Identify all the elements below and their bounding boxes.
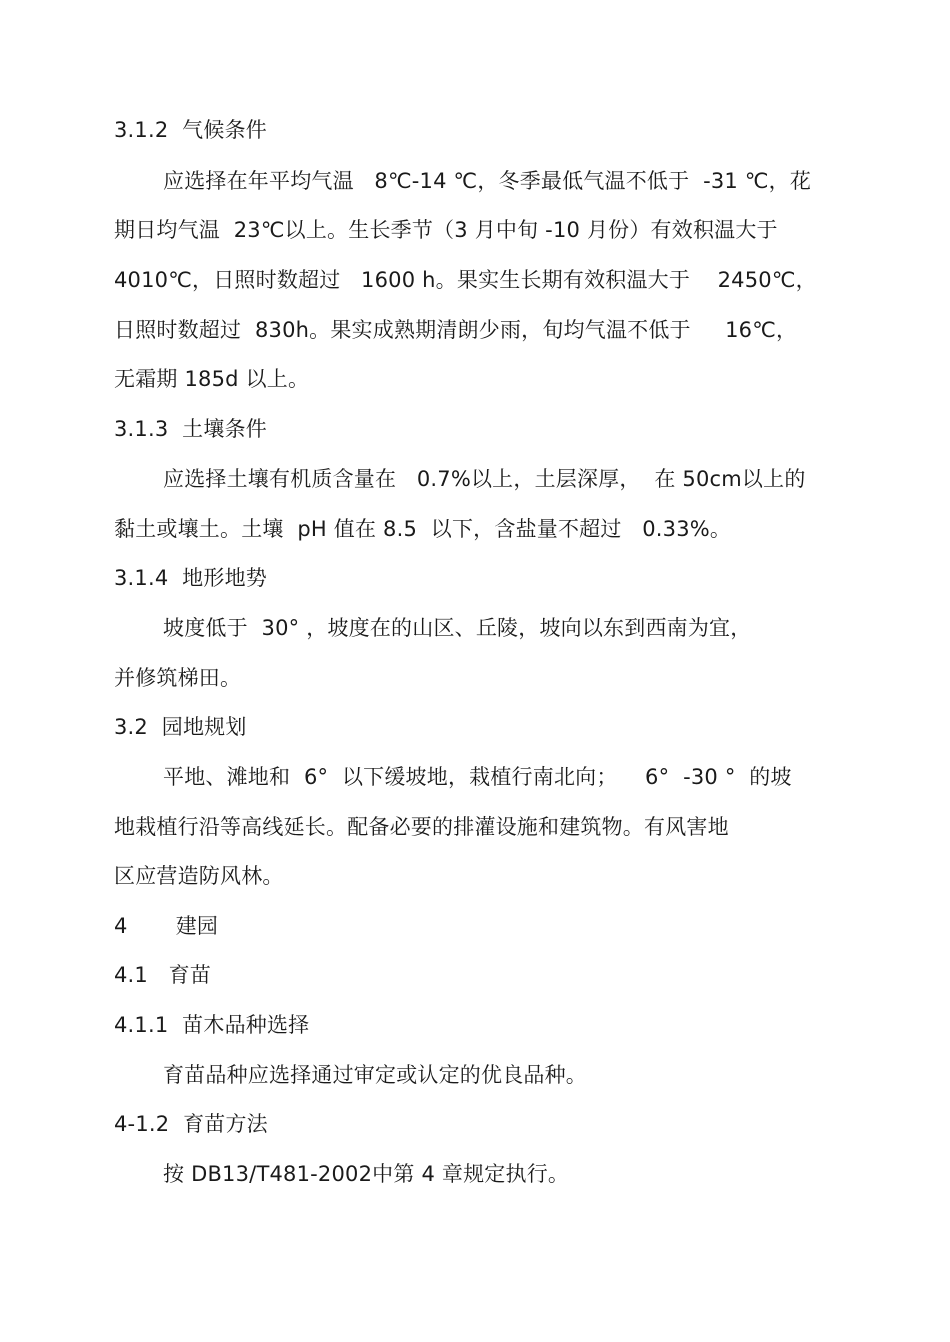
paragraph-line: 并修筑梯田。	[114, 666, 242, 690]
section-heading-4: 4 建园	[114, 914, 219, 938]
paragraph-line: 按 DB13/T481-2002中第 4 章规定执行。	[163, 1162, 570, 1186]
paragraph-line: 区应营造防风林。	[114, 864, 284, 888]
section-heading-3-1-3: 3.1.3 土壤条件	[114, 417, 267, 441]
paragraph-line: 黏土或壤土。土壤 pH 值在 8.5 以下，含盐量不超过 0.33%。	[114, 517, 732, 541]
section-heading-3-2: 3.2 园地规划	[114, 715, 247, 739]
section-heading-4-1: 4.1 育苗	[114, 963, 212, 987]
section-heading-3-1-4: 3.1.4 地形地势	[114, 566, 267, 590]
paragraph-line: 无霜期 185d 以上。	[114, 367, 310, 391]
paragraph-line: 4010℃，日照时数超过 1600 h。果实生长期有效积温大于 2450℃，	[114, 268, 817, 292]
section-heading-3-1-2: 3.1.2 气候条件	[114, 118, 267, 142]
paragraph-line: 坡度低于 30° ，坡度在的山区、丘陵，坡向以东到西南为宜，	[163, 616, 752, 640]
paragraph-line: 地栽植行沿等高线延长。配备必要的排灌设施和建筑物。有风害地	[114, 815, 729, 839]
paragraph-line: 平地、滩地和 6° 以下缓坡地，栽植行南北向； 6° -30 ° 的坡	[163, 765, 792, 789]
paragraph-line: 应选择土壤有机质含量在 0.7%以上，土层深厚， 在 50cm以上的	[163, 467, 806, 491]
paragraph-line: 期日均气温 23℃以上。生长季节（3 月中旬 -10 月份）有效积温大于	[114, 218, 778, 242]
paragraph-line: 育苗品种应选择通过审定或认定的优良品种。	[163, 1063, 587, 1087]
section-heading-4-1-2: 4-1.2 育苗方法	[114, 1112, 268, 1136]
section-heading-4-1-1: 4.1.1 苗木品种选择	[114, 1013, 310, 1037]
paragraph-line: 应选择在年平均气温 8℃-14 ℃，冬季最低气温不低于 -31 ℃，花	[163, 169, 812, 193]
paragraph-line: 日照时数超过 830h。果实成熟期清朗少雨，旬均气温不低于 16℃，	[114, 318, 798, 342]
